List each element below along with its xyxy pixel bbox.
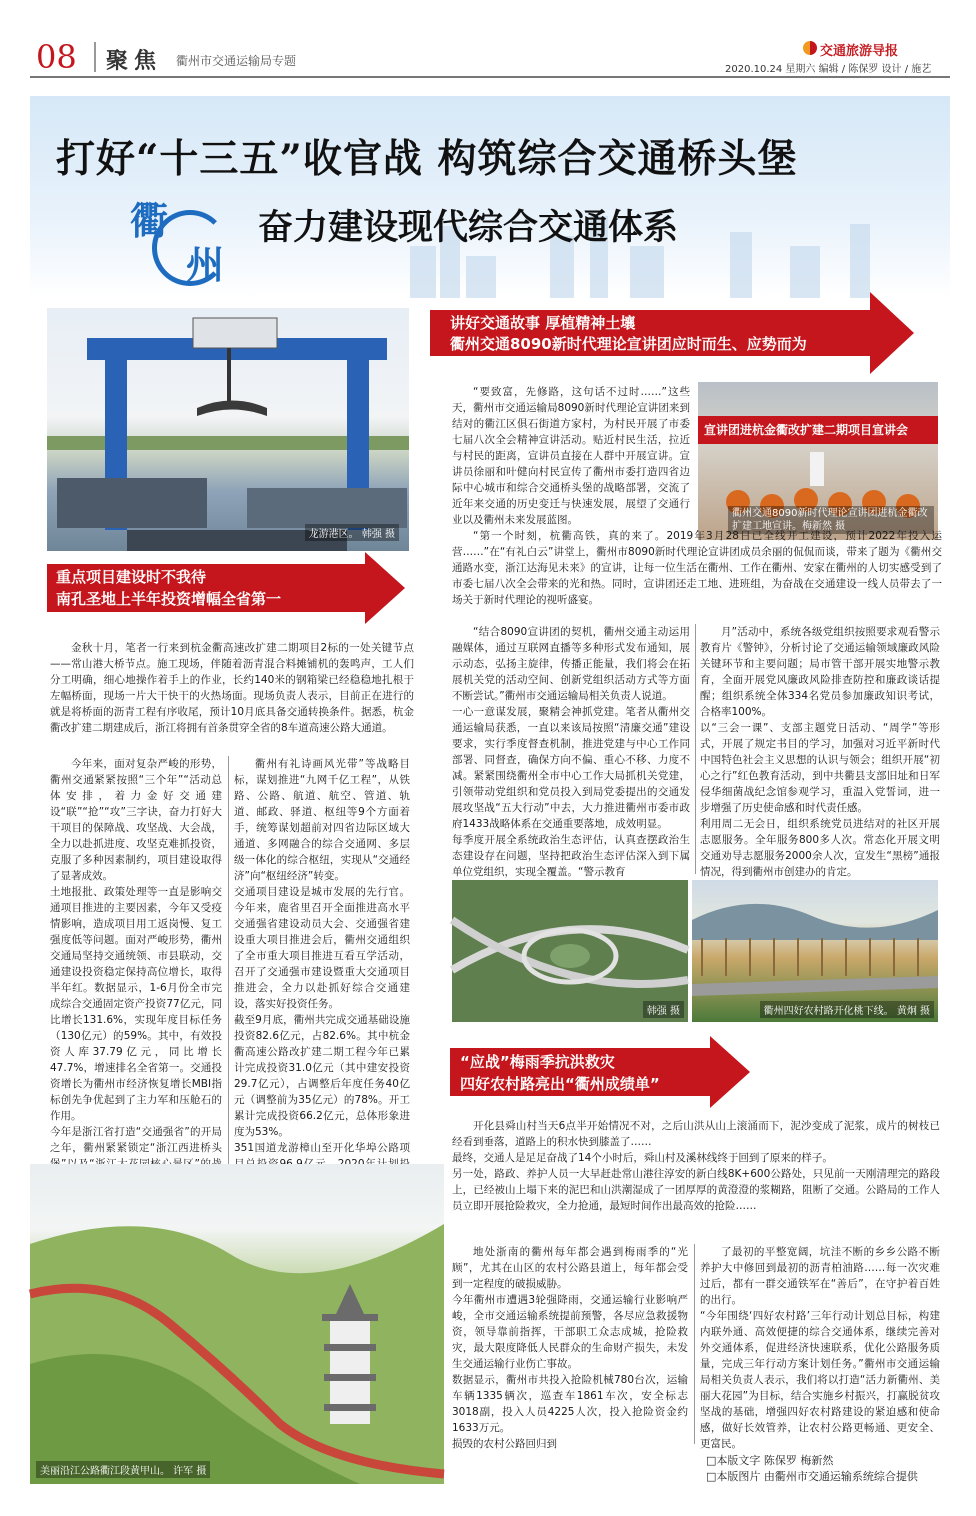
article1-col1: 今年来，面对复杂严峻的形势，衢州交通紧紧按照“三个年”“活动总体安排，着力金好交通建设“联”“抢”“攻”三字诀，奋力打好大干项目的保障战、攻坚战、大会战，全力以赴抓进度、攻坚克难抓投资，克服了多种因素制约，项目建设取得了显著成效。 土地报批、政策处理等一直是影响交通项目推进的主要因素，今年又受疫情影响，造成项目用工返岗慢、复工强度低等问题。面对严峻形势，衢州交通局坚持交通统领、市县联动，交通建设投资稳定保持高位增长，取得半年红。数据显示，1-6月份全市完成综合交通固定资产投资77亿元，同比增长131.6%，实现年度目标任务（130亿元）的59%。其中，有效投资人库37.79亿元，同比增长47.7%，增速排名全省第一。交通投资增长为衢州市经济恢复增长MBI指标创先争优起到了主力军和压舱石的作用。 今年是浙江省打造“交通强省”的开局之年，衢州紧紧锁定“浙江西进桥头 — [50, 758, 222, 1154]
article3-arrow-icon — [710, 1036, 750, 1108]
article1-head2: 南孔圣地上半年投资增幅全省第一 — [56, 590, 282, 608]
header-divider — [94, 42, 96, 72]
mountain-illustration — [30, 1164, 444, 1484]
credits-photo: □本版图片 由衢州市交通运输系统综合提供 — [706, 1470, 918, 1483]
interchange-caption: 韩强 摄 — [643, 1001, 684, 1018]
interchange-photo — [452, 880, 688, 1022]
brand-logo-icon — [803, 41, 817, 55]
article1-arrow-icon — [365, 552, 405, 624]
section-title: 聚焦 — [106, 49, 163, 74]
article2-head2: 衢州交通8090新时代理论宣讲团应时而生、应势而为 — [450, 335, 807, 353]
article2-col-rule — [695, 624, 696, 874]
article2-arrow-icon — [870, 292, 914, 374]
page-number: 08 — [36, 38, 77, 76]
mountain-photo — [30, 1164, 444, 1484]
article1-col2: 衢州有礼诗画风光带”等战略目标，谋划推进“九网千亿工程”，从铁路、公路、航道、航空、管道、轨道、邮政、驿道、枢纽等9个方面着手，统筹谋划超前对四省边际区域大通道、多网融合的综合交通网、多层级一体化的综合枢纽，实现从“交通经济”向“枢纽经济”转变。 交通项目建设是城市发展的先行官。今年来，鹿省里召开全面推进高水平交通强省建设动员大会、交通强省建设重大项目推进会后，衢州交通组织了全市重大项目推进互看互学活动，召开了交通强市建设暨重大交通项目推进会，全力以赴抓好综合交通建设，落实好投资任务。 截至9月底，衢州共完成交通基础设施投资82.6亿元，占82.6%。其中杭金衢高速公路改扩建二期工程今年已累计完成投资31.0亿元（其中建安投资29.7亿元），占调整后年度任务40亿元（调整前为35亿元）的78%。开工累计完成投资66.2亿元，总体形象进度为53%。 351国道龙游樟山至开化华埠公路项 — [234, 758, 410, 1154]
article2-wide: “第一个时刻，杭衢高铁，真的来了。2019年3月28日已全线开工建设，预计2022年投入运营……”在“有礼白云”讲堂上，衢州市8090新时代理论宣讲团成员余丽的侃侃而谈，带来了题为《衢州交通路水变，浙江达海见未来》的宣讲，让每一位生活在衢州、工作在衢州、安家在衢州的人切实感受到了市委七届八次全会带来的光和热。同时，宣讲团还走工地、进班组，为奋战在交通建设一线人员带去了一场关于新时代理论的视听盛宴。 — [452, 530, 942, 606]
logo-char2: 州 — [186, 242, 225, 287]
article3-colA: 地处浙南的衢州每年都会遇到梅雨季的“光顾”，尤其在山区的农村公路县道上，每年都会受到一定程度的破损威胁。 今年衢州市遭遇3轮强降雨，交通运输行业影响严峻，全市交通运输系统提前预警，各尽应急救援物资，领导靠前指挥，干部职工众志成城，抢险救灾，最大限度降低人民群众的生命财产损失，未发生交通运输行业伤亡事故。 数据显示，衢州市共投入抢险机械780台次，运输车辆1335辆次，巡查车1861车次，安全标志3018副，投入人员4225人次，投入抢险资金约1633万元。 损毁的农村公路回归到 — [452, 1246, 688, 1450]
crane-caption: 龙游港区。 韩强 摄 — [305, 524, 399, 541]
article2-head1: 讲好交通故事 厚植精神土壤 — [450, 314, 636, 332]
article2-colA: “结合8090宣讲团的契机，衢州交通主动运用融媒体，通过互联网直播等多种形式发布通知，展示动态，弘扬主旋律，传播正能量，我们将会在拓展机关党的活动空间、创新党组织活动方式等方面不断尝试。”衢州市交通运输局相关负责人说道。 一心一意谋发展，聚精会神抓党建。笔者从衢州交通运输局获悉，一直以来该局按照“清廉交通”建设要求，实行季度督查机制，推进党建与中心工作同部署、同督查，确保方向不偏、重心不移、力度不减。紧紧围绕衢州全市中心工作大局抓机关党建，引领带动党组织和党员投入到局党委提出的交通发展攻坚战“五大行动”中去，大力推进衢州市委市政府1433战略体系在交通重要落地，成效明显。 每季度开展全系统政治生态评估，认真查摆政治生态建设存在问题，坚持把政治生态评估深入到下属单位党组织，实现全覆盖。“警示教育 — [452, 626, 690, 878]
article2-colB: 月”活动中，系统各级党组织按照要求观看警示教育片《警钟》，分析讨论了交通运输领域廉政风险关键环节和主要问题；局市管干部开展实地警示教育，全面开展党风廉政风险排查防控和廉政谈话提醒；组织系统全体334名党员参加廉政知识考试，合格率100%。 以“三会一课”、支部主题党日活动、“周学”等形式，开展了规定书目的学习，加强对习近平新时代中国特色社会主义思想的认识与领会；组织开展“初心之行”红色教育活动，到中共衢县支部旧址和日军侵华细菌战纪念馆参观学习，重温入党誓词，进一步增强了历史使命感和时代责任感。 利用周二无会日，组织系统党员进结对的社区开展志愿服务。全年服务800多人次。常态化开展文明交通劝导志愿服务2000余人次，宣发生“黑榜”通报情况，得到衢州市创建办的肯定。 — [700, 626, 940, 878]
brand-name: 交通旅游导报 — [820, 44, 899, 59]
article3-col-rule — [694, 1244, 695, 1444]
logo-char1: 衢 — [130, 198, 169, 243]
article3-head1: “应战”梅雨季抗洪救灾 — [460, 1053, 615, 1071]
credits-text: □本版文字 陈保罗 梅新然 — [706, 1454, 834, 1467]
article2-intro: “要致富，先修路，这句话不过时……”这些天，衢州市交通运输局8090新时代理论宣讲团来到结对的衢江区俱石街道方家村，为村民开展了市委七届八次全会精神宣讲活动。贴近村民生活，拉近与村民的距离，宣讲员直接在人群中开展宣讲。宣讲员徐丽和叶健向村民宣传了衢州市委打造四省边际中心城市和综合交通桥头堡的战略部署，交流了近年来交通的历史变迁与快速发展，展望了交通行业以及衢州未来发展蓝图。 — [452, 386, 690, 526]
article3-colB: 了最初的平整宽阔，坑洼不断的乡乡公路不断养护大中修回到最初的沥青柏油路……每一次灾难过后，都有一群交通铁军在“善后”，在守护着百姓的出行。 “今年围绕‘四好农村路’三年行动计划总目标，构建内联外通、高效便捷的综合交通体系，继续完善对外交通体系，促进经济快速联系，优化公路服务质量，完成三年行动方案计划任务。”衢州市交通运输局相关负责人表示，我们将以打造“活力新衢州、美丽大花园”为目标，结合实施乡村振兴，打赢脱贫攻坚战的基础，增强四好农村路建设的紧迫感和使命感，做好长效管养，让农村公路更畅通、更安全、更富民。 — [700, 1246, 940, 1450]
headline-line1: 打好“十三五”收官战 构筑综合交通桥头堡 — [56, 136, 798, 182]
section-subtitle: 衢州市交通运输局专题 — [176, 54, 297, 68]
article1-head1: 重点项目建设时不我待 — [56, 568, 207, 586]
lecture-photo — [698, 382, 938, 540]
article3-head2: 四好农村路亮出“衢州成绩单” — [460, 1075, 660, 1093]
crane-photo — [47, 308, 409, 551]
article3-lead: 开化县舜山村当天6点半开始情况不对，之后山洪从山上滚涌而下，泥沙变成了泥浆，成片的树枝已经看到垂落，道路上的积水快到膝盖了…… 最终，交通人是足足奋战了14个小时后，舜山村及溪林线终于回到了原来的样子。 另一处，路政、养护人员一大早赶赴常山港往淳安的新白线8K+600公路处，只见前一天刚清理完的路段上，已经被山上塌下来的泥巴和山洪潮湿成了一团厚厚的黄澄澄的浆糊路，阻断了交通。公路局的工作人员立即开展抢险救灾，全力抢通，最短时间作出最高效的抢险…… — [452, 1120, 940, 1212]
lecture-banner: 宣讲团进杭金衢改扩建二期项目宣讲会 — [698, 416, 938, 444]
headline-line2: 奋力建设现代综合交通体系 — [258, 207, 679, 248]
article1-lead: 金秋十月，笔者一行来到杭金衢高速改扩建二期项目2标的一处关键节点——常山港大桥节点。施工现场，伴随着沥青混合料摊铺机的轰鸣声，工人们分工明确，细心地操作着手上的作业，长约140米的钢箱梁已经稳稳地扎根于左幅桥面，现场一片大干快干的火热场面。现场负责人表示，目前正在进行的就是将桥面的沥青工程有序收尾，预计10月底具备交通转换条件。据悉，杭金衢改扩建二期建成后，浙江将拥有首条贯穿全省的8车道高速公路大通道。 — [50, 642, 414, 734]
rural-road-photo — [692, 880, 938, 1022]
header-rule — [30, 76, 950, 78]
article1-col-rule — [228, 756, 229, 1176]
mountain-caption: 美丽沿江公路衢江段黄甲山。 许军 摄 — [36, 1461, 210, 1478]
crane-illustration — [47, 308, 409, 551]
dateline: 2020.10.24 星期六 编辑 / 陈保罗 设计 / 施艺 — [725, 64, 932, 75]
quzhou-logo — [130, 190, 248, 290]
lecture-caption: 衢州交通8090新时代理论宣讲团进杭金衢改扩建工地宣讲。梅新然 摄 — [728, 506, 934, 534]
rural-road-caption: 衢州四好农村路开化桃下线。 黄炯 摄 — [760, 1001, 934, 1018]
